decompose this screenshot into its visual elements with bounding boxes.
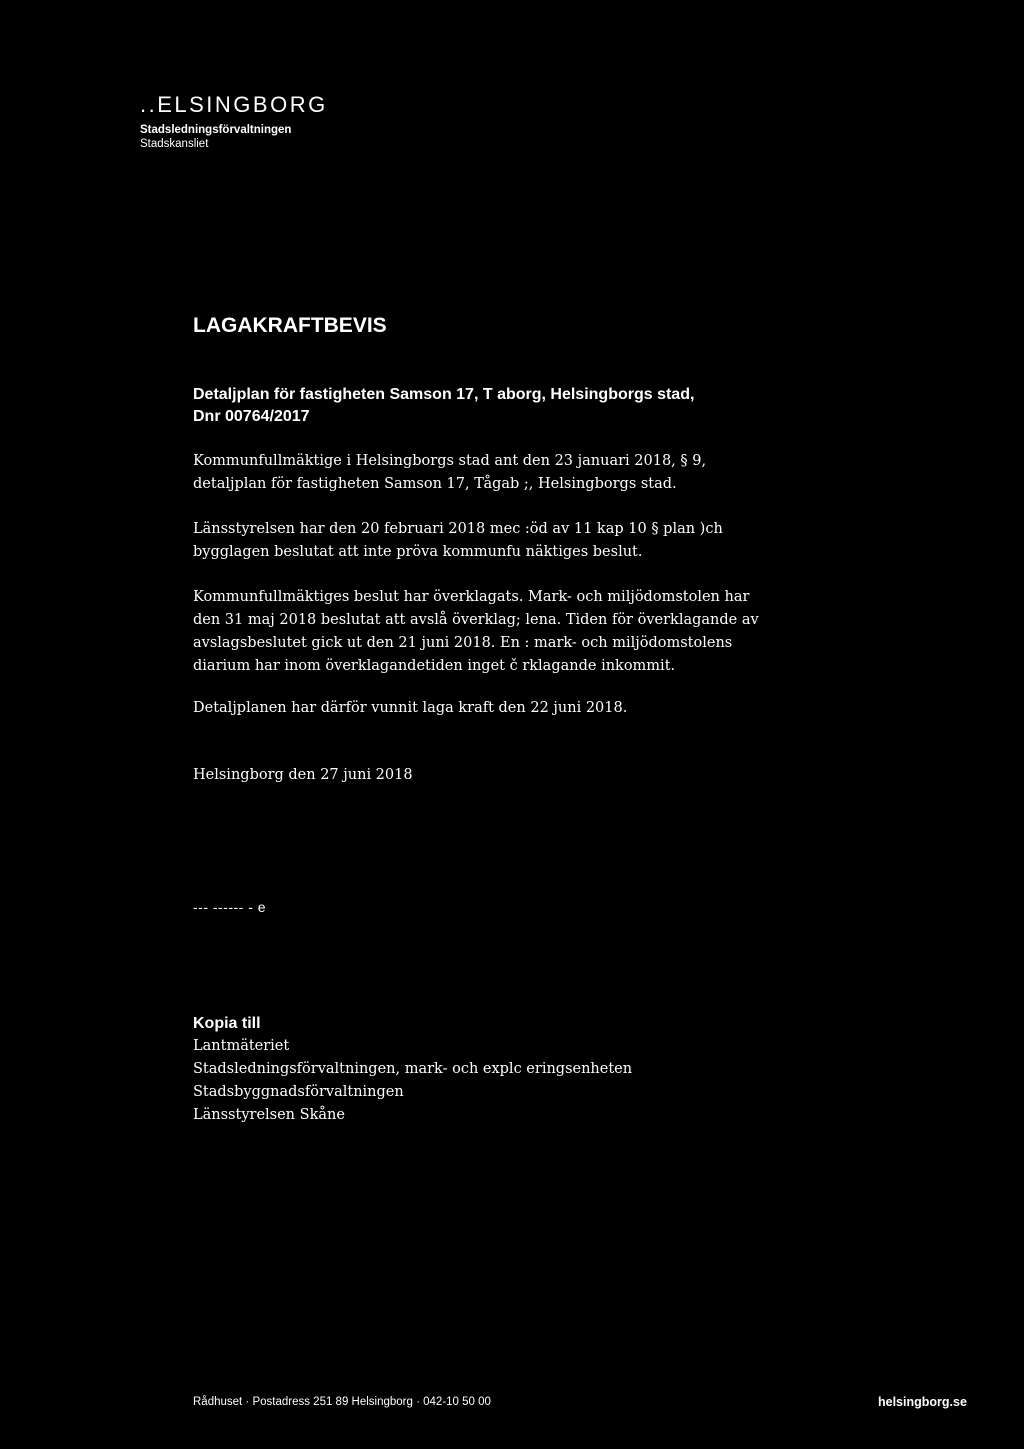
date-text: Helsingborg den 27 juni 2018	[193, 767, 413, 783]
document-title: LAGAKRAFTBEVIS	[193, 314, 387, 337]
copies-heading: Kopia till	[193, 1015, 261, 1032]
paragraph-line: Länsstyrelsen har den 20 februari 2018 mec :öd av 11 kap 10 § plan )ch	[193, 521, 723, 537]
signature-line: --- ------ - e	[193, 899, 267, 915]
paragraph-conclusion	[193, 697, 853, 720]
copy-recipient: Lantmäteriet	[193, 1038, 290, 1054]
organization-logo: ..ELSINGBORG	[140, 92, 328, 117]
paragraph-line: bygglagen beslutat att inte pröva kommunfu näktiges beslut.	[193, 544, 643, 560]
copy-recipient: Länsstyrelsen Skåne	[193, 1107, 345, 1123]
copies-list	[193, 1035, 632, 1127]
document-subject	[193, 384, 833, 428]
footer-website: helsingborg.se	[878, 1395, 967, 1409]
footer-address: Rådhuset · Postadress 251 89 Helsingborg · 042-10 50 00	[193, 1396, 491, 1408]
paragraph-line: detaljplan för fastigheten Samson 17, Tågab ;, Helsingborgs stad.	[193, 476, 677, 492]
office-name: Stadskansliet	[140, 138, 209, 150]
subject-line: Dnr 00764/2017	[193, 408, 310, 425]
paragraph-line: avslagsbeslutet gick ut den 21 juni 2018. En : mark- och miljödomstolens	[193, 635, 733, 651]
subject-line: Detaljplan för fastigheten Samson 17, T aborg, Helsingborgs stad,	[193, 386, 695, 403]
paragraph-line: den 31 maj 2018 beslutat att avslå överklag; lena. Tiden för överklagande av	[193, 612, 759, 628]
date-line	[193, 764, 853, 787]
department-name: Stadsledningsförvaltningen	[140, 124, 292, 136]
paragraph-line: Kommunfullmäktige i Helsingborgs stad ant den 23 januari 2018, § 9,	[193, 453, 707, 469]
paragraph-line: Kommunfullmäktiges beslut har överklagats. Mark- och miljödomstolen har	[193, 589, 750, 605]
paragraph-line: diarium har inom överklagandetiden inget č rklagande inkommit.	[193, 658, 676, 674]
paragraph-line: Detaljplanen har därför vunnit laga kraft den 22 juni 2018.	[193, 700, 628, 716]
paragraph-appeal	[193, 586, 853, 678]
copy-recipient: Stadsbyggnadsförvaltningen	[193, 1084, 404, 1100]
paragraph-adoption	[193, 450, 853, 496]
copy-recipient: Stadsledningsförvaltningen, mark- och explc eringsenheten	[193, 1061, 633, 1077]
paragraph-county-board	[193, 518, 853, 564]
